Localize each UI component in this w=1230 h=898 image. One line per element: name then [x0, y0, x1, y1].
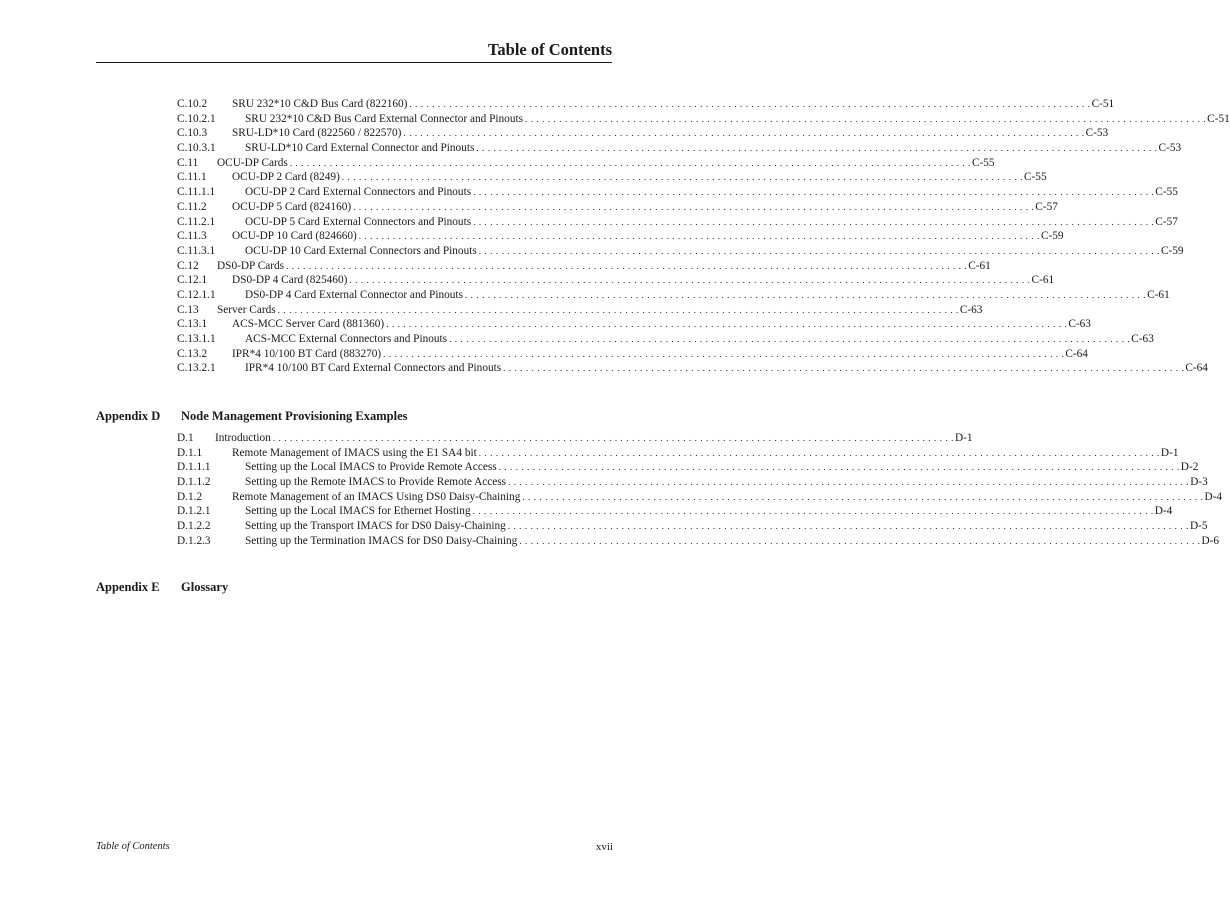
toc-entry[interactable] — [177, 259, 991, 274]
toc-entry-title: Remote Management of an IMACS Using DS0 Daisy-Chaining — [232, 490, 521, 503]
toc-entry-title: Setting up the Remote IMACS to Provide Remote Access — [245, 476, 507, 489]
toc-entry-page: C-61 — [1031, 274, 1055, 287]
toc-entry-page: C-59 — [1160, 244, 1184, 257]
toc-entry-number: C.10.3.1 — [177, 142, 216, 155]
toc-entry[interactable] — [177, 185, 1178, 200]
toc-entry-page: D-2 — [1180, 461, 1199, 474]
toc-dot-leader: . . . . . . . . . . . . . . . . . . . . . . . . . . . . . . . . . . . . . . . . . . . . . . . . . . . . . . . . . . . . . . . . . . . . . . . . . . . . . . . . . . . . . . . . . . . . . . . . . . . . . . . . . . . . . . . . . . . . . . . . — [272, 433, 955, 443]
toc-entry-page: D-3 — [1190, 476, 1208, 489]
toc-entry-title: Setting up the Termination IMACS for DS0 Daisy-Chaining — [245, 534, 518, 547]
toc-dot-leader: . . . . . . . . . . . . . . . . . . . . . . . . . . . . . . . . . . . . . . . . . . . . . . . . . . . . . . . . . . . . . . . . . . . . . . . . . . . . . . . . . . . . . . . . . . . . . . . . . . . . . . . . . . . . . . . . . . . . . . . . — [473, 216, 1155, 227]
toc-entry-page: C-63 — [959, 303, 983, 316]
toc-entry-number: C.12.1 — [177, 274, 208, 287]
toc-entry-number: C.10.3 — [177, 127, 208, 140]
toc-entry[interactable] — [177, 303, 983, 318]
toc-entry[interactable] — [177, 431, 973, 446]
appendix-e-title: Glossary — [181, 580, 229, 594]
toc-entry-title: OCU-DP 2 Card (8249) — [232, 171, 340, 184]
toc-entry[interactable] — [177, 332, 1154, 347]
toc-entry-number: C.11.2.1 — [177, 215, 216, 228]
toc-dot-leader: . . . . . . . . . . . . . . . . . . . . . . . . . . . . . . . . . . . . . . . . . . . . . . . . . . . . . . . . . . . . . . . . . . . . . . . . . . . . . . . . . . . . . . . . . . . . . . . . . . . . . . . . . . . . . . . . . . . . . . . . — [478, 447, 1160, 458]
toc-entry[interactable] — [177, 97, 1115, 112]
toc-entry-number: C.11.3 — [177, 230, 207, 243]
toc-entry[interactable] — [177, 244, 1184, 259]
toc-entry-number: C.11 — [177, 156, 199, 169]
toc-entry-page: D-1 — [955, 432, 973, 444]
toc-entry-page: C-53 — [1158, 142, 1182, 155]
toc-entry[interactable] — [177, 215, 1178, 230]
toc-dot-leader: . . . . . . . . . . . . . . . . . . . . . . . . . . . . . . . . . . . . . . . . . . . . . . . . . . . . . . . . . . . . . . . . . . . . . . . . . . . . . . . . . . . . . . . . . . . . . . . . . . . . . . . . . . . . . . . . . . . . . . . . — [289, 157, 971, 168]
toc-entry-title: ACS-MCC External Connectors and Pinouts — [245, 333, 448, 345]
toc-entry-number: D.1.1.1 — [177, 461, 211, 474]
toc-dot-leader: . . . . . . . . . . . . . . . . . . . . . . . . . . . . . . . . . . . . . . . . . . . . . . . . . . . . . . . . . . . . . . . . . . . . . . . . . . . . . . . . . . . . . . . . . . . . . . . . . . . . . . . . . . . . . . . . . . . . . . . . — [507, 521, 1189, 532]
toc-entry-number: D.1.1.2 — [177, 476, 211, 489]
toc-entry[interactable] — [177, 273, 1055, 288]
toc-entry-page: C-59 — [1040, 230, 1064, 243]
toc-entry-page: D-1 — [1160, 446, 1179, 459]
toc-entry-title: SRU-LD*10 Card (822560 / 822570) — [232, 127, 402, 140]
toc-entry-page: D-4 — [1154, 505, 1173, 518]
toc-entry-page: C-61 — [968, 259, 991, 272]
toc-entry-number: C.12 — [177, 259, 199, 272]
toc-entry-page: C-63 — [1131, 333, 1154, 345]
toc-entry[interactable] — [177, 347, 1088, 362]
toc-dot-leader: . . . . . . . . . . . . . . . . . . . . . . . . . . . . . . . . . . . . . . . . . . . . . . . . . . . . . . . . . . . . . . . . . . . . . . . . . . . . . . . . . . . . . . . . . . . . . . . . . . . . . . . . . . . . . . . . . . . . . . . . — [449, 334, 1131, 344]
toc-entry-title: OCU-DP 5 Card External Connectors and Pinouts — [245, 215, 472, 228]
toc-dot-leader: . . . . . . . . . . . . . . . . . . . . . . . . . . . . . . . . . . . . . . . . . . . . . . . . . . . . . . . . . . . . . . . . . . . . . . . . . . . . . . . . . . . . . . . . . . . . . . . . . . . . . . . . . . . . . . . . . . . . . . . . — [472, 506, 1154, 517]
toc-entry-page: C-55 — [971, 156, 995, 169]
footer-section-name: Table of Contents — [96, 841, 170, 852]
toc-appendix-d — [177, 431, 1223, 549]
toc-entry[interactable] — [177, 126, 1109, 141]
toc-entry-title: DS0-DP 4 Card (825460) — [232, 274, 348, 287]
footer-page-number: xvii — [595, 841, 613, 853]
toc-entry-title: OCU-DP 5 Card (824160) — [232, 200, 352, 213]
toc-entry-number: C.13.2.1 — [177, 362, 216, 375]
toc-entry-page: C-57 — [1035, 200, 1058, 213]
toc-dot-leader: . . . . . . . . . . . . . . . . . . . . . . . . . . . . . . . . . . . . . . . . . . . . . . . . . . . . . . . . . . . . . . . . . . . . . . . . . . . . . . . . . . . . . . . . . . . . . . . . . . . . . . . . . . . . . . . . . . . . . . . . — [277, 304, 959, 315]
toc-entry[interactable] — [177, 229, 1064, 244]
toc-entry-title: ACS-MCC Server Card (881360) — [232, 318, 385, 331]
toc-entry-number: C.11.1.1 — [177, 186, 216, 199]
toc-entry-number: D.1.2 — [177, 490, 203, 503]
toc-entry-number: C.13.2 — [177, 347, 208, 360]
toc-entry-page: C-63 — [1068, 318, 1091, 331]
toc-entry-number: C.11.1 — [177, 171, 207, 184]
toc-dot-leader: . . . . . . . . . . . . . . . . . . . . . . . . . . . . . . . . . . . . . . . . . . . . . . . . . . . . . . . . . . . . . . . . . . . . . . . . . . . . . . . . . . . . . . . . . . . . . . . . . . . . . . . . . . . . . . . . . . . . . . . . — [386, 319, 1068, 330]
toc-entry-number: D.1.2.1 — [177, 505, 211, 518]
toc-entry-title: OCU-DP 10 Card (824660) — [232, 230, 357, 243]
toc-dot-leader: . . . . . . . . . . . . . . . . . . . . . . . . . . . . . . . . . . . . . . . . . . . . . . . . . . . . . . . . . . . . . . . . . . . . . . . . . . . . . . . . . . . . . . . . . . . . . . . . . . . . . . . . . . . . . . . . . . . . . . . . — [464, 289, 1147, 300]
toc-entry-number: C.10.2 — [177, 98, 208, 110]
toc-dot-leader: . . . . . . . . . . . . . . . . . . . . . . . . . . . . . . . . . . . . . . . . . . . . . . . . . . . . . . . . . . . . . . . . . . . . . . . . . . . . . . . . . . . . . . . . . . . . . . . . . . . . . . . . . . . . . . . . . . . . . . . . — [286, 260, 968, 271]
toc-entry[interactable] — [177, 170, 1047, 185]
toc-entry[interactable] — [177, 446, 1179, 461]
toc-entry-page: C-61 — [1147, 288, 1170, 301]
toc-entry-number: C.13.1 — [177, 318, 208, 331]
toc-dot-leader: . . . . . . . . . . . . . . . . . . . . . . . . . . . . . . . . . . . . . . . . . . . . . . . . . . . . . . . . . . . . . . . . . . . . . . . . . . . . . . . . . . . . . . . . . . . . . . . . . . . . . . . . . . . . . . . . . . . . . . . . — [508, 477, 1190, 488]
toc-entry[interactable] — [177, 475, 1208, 490]
appendix-e-label: Appendix E — [96, 580, 160, 594]
toc-dot-leader: . . . . . . . . . . . . . . . . . . . . . . . . . . . . . . . . . . . . . . . . . . . . . . . . . . . . . . . . . . . . . . . . . . . . . . . . . . . . . . . . . . . . . . . . . . . . . . . . . . . . . . . . . . . . . . . . . . . . . . . . — [341, 172, 1023, 183]
toc-entry-title: SRU 232*10 C&D Bus Card (822160) — [232, 98, 408, 110]
toc-entry-title: SRU-LD*10 Card External Connector and Pinouts — [245, 142, 475, 155]
toc-entry[interactable] — [177, 141, 1182, 156]
toc-entry-title: OCU-DP Cards — [217, 156, 288, 169]
toc-dot-leader: . . . . . . . . . . . . . . . . . . . . . . . . . . . . . . . . . . . . . . . . . . . . . . . . . . . . . . . . . . . . . . . . . . . . . . . . . . . . . . . . . . . . . . . . . . . . . . . . . . . . . . . . . . . . . . . . . . . . . . . . — [403, 128, 1085, 139]
toc-entry-number: C.11.3.1 — [177, 244, 216, 257]
toc-entry-number: C.13.1.1 — [177, 333, 216, 345]
toc-entry[interactable] — [177, 460, 1199, 475]
header-rule — [96, 62, 612, 63]
toc-dot-leader: . . . . . . . . . . . . . . . . . . . . . . . . . . . . . . . . . . . . . . . . . . . . . . . . . . . . . . . . . . . . . . . . . . . . . . . . . . . . . . . . . . . . . . . . . . . . . . . . . . . . . . . . . . . . . . . . . . . . . . . . — [353, 201, 1035, 212]
toc-entry-title: Server Cards — [217, 303, 276, 316]
toc-entry-page: C-57 — [1155, 215, 1178, 228]
toc-entry-number: D.1.2.3 — [177, 534, 211, 547]
toc-dot-leader: . . . . . . . . . . . . . . . . . . . . . . . . . . . . . . . . . . . . . . . . . . . . . . . . . . . . . . . . . . . . . . . . . . . . . . . . . . . . . . . . . . . . . . . . . . . . . . . . . . . . . . . . . . . . . . . . . . . . . . . . — [349, 275, 1031, 286]
toc-dot-leader: . . . . . . . . . . . . . . . . . . . . . . . . . . . . . . . . . . . . . . . . . . . . . . . . . . . . . . . . . . . . . . . . . . . . . . . . . . . . . . . . . . . . . . . . . . . . . . . . . . . . . . . . . . . . . . . . . . . . . . . . — [383, 348, 1065, 359]
appendix-d-label: Appendix D — [96, 409, 161, 423]
toc-entry[interactable] — [177, 156, 995, 171]
toc-entry-title: Introduction — [215, 432, 271, 444]
toc-entry-title: Remote Management of IMACS using the E1 SA4 bit — [232, 446, 477, 459]
appendix-d-title: Node Management Provisioning Examples — [181, 409, 408, 423]
toc-entry-title: Setting up the Transport IMACS for DS0 Daisy-Chaining — [245, 520, 506, 533]
toc-entry[interactable] — [177, 504, 1173, 519]
toc-entry-number: C.11.2 — [177, 200, 207, 213]
toc-entry[interactable] — [177, 519, 1208, 534]
toc-entry[interactable] — [177, 200, 1058, 215]
toc-entry-title: IPR*4 10/100 BT Card (883270) — [232, 347, 382, 360]
toc-dot-leader: . . . . . . . . . . . . . . . . . . . . . . . . . . . . . . . . . . . . . . . . . . . . . . . . . . . . . . . . . . . . . . . . . . . . . . . . . . . . . . . . . . . . . . . . . . . . . . . . . . . . . . . . . . . . . . . . . . . . . . . . — [473, 187, 1155, 198]
toc-dot-leader: . . . . . . . . . . . . . . . . . . . . . . . . . . . . . . . . . . . . . . . . . . . . . . . . . . . . . . . . . . . . . . . . . . . . . . . . . . . . . . . . . . . . . . . . . . . . . . . . . . . . . . . . . . . . . . . . . . . . . . . . — [525, 113, 1207, 124]
toc-entry[interactable] — [177, 317, 1091, 332]
toc-entry[interactable] — [177, 534, 1220, 549]
toc-entry-page: D-6 — [1201, 534, 1220, 547]
toc-entry-page: C-51 — [1091, 98, 1115, 110]
toc-entry-page: D-4 — [1204, 490, 1223, 503]
toc-entry-page: C-51 — [1207, 112, 1230, 125]
toc-entry-title: SRU 232*10 C&D Bus Card External Connector and Pinouts — [245, 112, 524, 125]
toc-entry[interactable] — [177, 112, 1230, 127]
toc-entry-page: C-55 — [1155, 186, 1178, 199]
toc-entry[interactable] — [177, 490, 1223, 505]
toc-entry-title: Setting up the Local IMACS for Ethernet Hosting — [245, 505, 471, 518]
toc-entry-title: Setting up the Local IMACS to Provide Remote Access — [245, 461, 497, 474]
page-header-title: Table of Contents — [487, 40, 612, 59]
toc-entry-number: C.12.1.1 — [177, 288, 216, 301]
toc-entry-title: IPR*4 10/100 BT Card External Connectors and Pinouts — [245, 362, 502, 375]
toc-entry[interactable] — [177, 288, 1170, 303]
toc-entry-page: C-64 — [1065, 347, 1088, 360]
toc-entry-title: DS0-DP 4 Card External Connector and Pinouts — [245, 288, 463, 301]
toc-entry-page: C-55 — [1024, 171, 1047, 184]
toc-dot-leader: . . . . . . . . . . . . . . . . . . . . . . . . . . . . . . . . . . . . . . . . . . . . . . . . . . . . . . . . . . . . . . . . . . . . . . . . . . . . . . . . . . . . . . . . . . . . . . . . . . . . . . . . . . . . . . . . . . . . . . . . — [476, 143, 1158, 154]
toc-entry-title: OCU-DP 2 Card External Connectors and Pinouts — [245, 186, 472, 199]
toc-entry-number: C.13 — [177, 303, 199, 316]
toc-entry-page: C-53 — [1085, 127, 1109, 140]
toc-dot-leader: . . . . . . . . . . . . . . . . . . . . . . . . . . . . . . . . . . . . . . . . . . . . . . . . . . . . . . . . . . . . . . . . . . . . . . . . . . . . . . . . . . . . . . . . . . . . . . . . . . . . . . . . . . . . . . . . . . . . . . . . — [522, 491, 1204, 502]
toc-entry-number: D.1.1 — [177, 446, 203, 459]
toc-dot-leader: . . . . . . . . . . . . . . . . . . . . . . . . . . . . . . . . . . . . . . . . . . . . . . . . . . . . . . . . . . . . . . . . . . . . . . . . . . . . . . . . . . . . . . . . . . . . . . . . . . . . . . . . . . . . . . . . . . . . . . . . — [478, 245, 1160, 256]
toc-entry-page: D-5 — [1189, 520, 1208, 533]
toc-entry-number: C.10.2.1 — [177, 112, 216, 125]
toc-entry-page: C-64 — [1185, 362, 1208, 375]
toc-entry-title: OCU-DP 10 Card External Connectors and Pinouts — [245, 244, 477, 257]
toc-dot-leader: . . . . . . . . . . . . . . . . . . . . . . . . . . . . . . . . . . . . . . . . . . . . . . . . . . . . . . . . . . . . . . . . . . . . . . . . . . . . . . . . . . . . . . . . . . . . . . . . . . . . . . . . . . . . . . . . . . . . . . . . — [498, 462, 1180, 473]
toc-dot-leader: . . . . . . . . . . . . . . . . . . . . . . . . . . . . . . . . . . . . . . . . . . . . . . . . . . . . . . . . . . . . . . . . . . . . . . . . . . . . . . . . . . . . . . . . . . . . . . . . . . . . . . . . . . . . . . . . . . . . . . . . — [519, 535, 1201, 546]
toc-section-c — [177, 97, 1230, 376]
toc-entry-number: D.1.2.2 — [177, 520, 211, 533]
toc-entry[interactable] — [177, 361, 1208, 376]
toc-dot-leader: . . . . . . . . . . . . . . . . . . . . . . . . . . . . . . . . . . . . . . . . . . . . . . . . . . . . . . . . . . . . . . . . . . . . . . . . . . . . . . . . . . . . . . . . . . . . . . . . . . . . . . . . . . . . . . . . . . . . . . . . — [409, 99, 1091, 109]
toc-dot-leader: . . . . . . . . . . . . . . . . . . . . . . . . . . . . . . . . . . . . . . . . . . . . . . . . . . . . . . . . . . . . . . . . . . . . . . . . . . . . . . . . . . . . . . . . . . . . . . . . . . . . . . . . . . . . . . . . . . . . . . . . — [503, 363, 1185, 374]
toc-dot-leader: . . . . . . . . . . . . . . . . . . . . . . . . . . . . . . . . . . . . . . . . . . . . . . . . . . . . . . . . . . . . . . . . . . . . . . . . . . . . . . . . . . . . . . . . . . . . . . . . . . . . . . . . . . . . . . . . . . . . . . . . — [358, 231, 1040, 242]
toc-entry-number: D.1 — [177, 432, 194, 444]
toc-entry-title: DS0-DP Cards — [217, 259, 285, 272]
